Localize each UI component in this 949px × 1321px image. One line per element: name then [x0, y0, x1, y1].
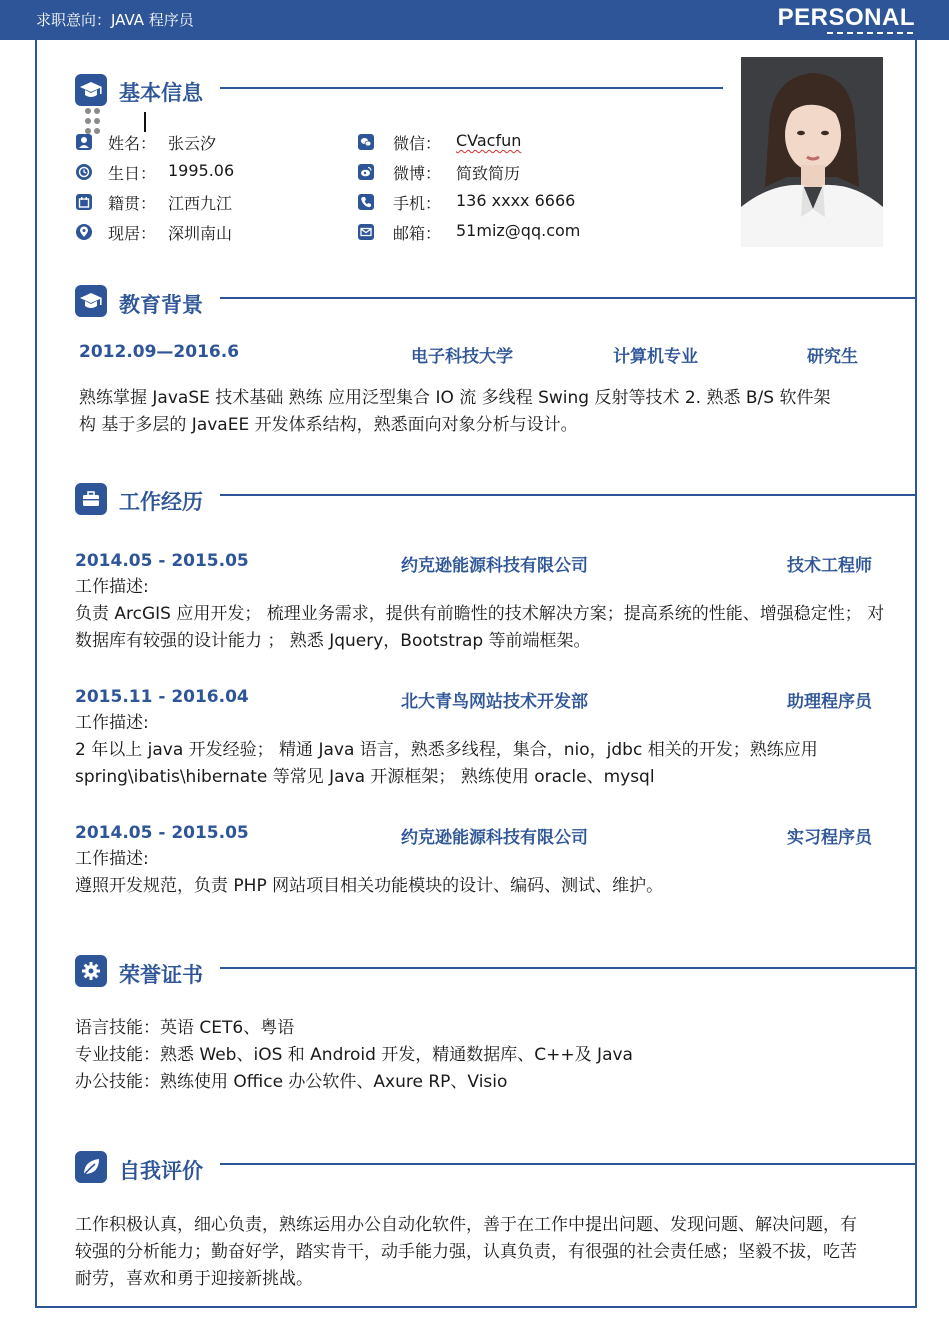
email-label: 邮箱：	[393, 224, 442, 243]
briefcase-icon	[75, 483, 107, 515]
job-desc-line: 2 年以上 java 开发经验； 精通 Java 语言，熟悉多线程，集合，nio，jdbc 相关的开发；熟练应用	[75, 740, 818, 760]
clock-icon	[76, 164, 92, 180]
job-desc-line: spring\ibatis\hibernate 等常见 Java 开源框架； 熟练使用 oracle、mysql	[75, 767, 655, 787]
brand-underline	[827, 32, 913, 34]
section-title-self: 自我评价	[119, 1159, 203, 1183]
hometown-value: 江西九江	[168, 194, 233, 213]
mail-icon	[358, 224, 374, 240]
job-role: 实习程序员	[787, 828, 872, 848]
profile-photo	[741, 57, 883, 247]
job-period: 2014.05 - 2015.05	[75, 823, 249, 843]
birthday-value: 1995.06	[168, 161, 235, 180]
phone-label: 手机：	[393, 194, 442, 213]
job-intent-label: 求职意向：	[36, 11, 112, 29]
phone-icon	[358, 194, 374, 210]
job-description	[75, 574, 910, 655]
header-bar	[0, 0, 949, 40]
brand-title: PERSONAL	[777, 4, 915, 31]
wechat-value: CVacfun	[456, 131, 522, 150]
wechat-icon	[358, 134, 374, 150]
residence-value: 深圳南山	[168, 224, 233, 243]
section-title-work: 工作经历	[119, 490, 203, 514]
education-desc-line: 构 基于多层的 JavaEE 开发体系结构，熟悉面向对象分析与设计。	[79, 415, 578, 435]
honor-item: 专业技能：熟悉 Web、iOS 和 Android 开发，精通数据库、C++及 Java	[75, 1045, 633, 1065]
education-major: 计算机专业	[613, 347, 698, 367]
section-title-honors: 荣誉证书	[119, 963, 203, 987]
self-evaluation-line: 工作积极认真，细心负责，熟练运用办公自动化软件，善于在工作中提出问题、发现问题、解决问题，有	[75, 1215, 857, 1235]
weibo-value: 简致简历	[456, 164, 521, 183]
section-divider	[220, 967, 915, 969]
honor-item: 语言技能：英语 CET6、粤语	[75, 1018, 295, 1038]
job-desc-label: 工作描述:	[75, 577, 149, 597]
self-evaluation-line: 耐劳，喜欢和勇于迎接新挑战。	[75, 1269, 313, 1289]
job-description	[75, 710, 910, 791]
job-role: 技术工程师	[787, 556, 872, 576]
birthday-label: 生日：	[108, 164, 157, 183]
job-desc-line: 数据库有较强的设计能力 ； 熟悉 Jquery，Bootstrap 等前端框架。	[75, 631, 591, 651]
section-divider	[220, 1163, 915, 1165]
wechat-label: 微信：	[393, 134, 442, 153]
job-desc-label: 工作描述:	[75, 849, 149, 869]
job-desc-line: 遵照开发规范，负责 PHP 网站项目相关功能模块的设计、编码、测试、维护。	[75, 876, 664, 896]
section-divider	[220, 87, 723, 89]
education-school: 电子科技大学	[411, 347, 513, 367]
phone-value: 136 xxxx 6666	[456, 191, 576, 210]
section-title-basic: 基本信息	[119, 81, 203, 105]
email-value: 51miz@qq.com	[456, 221, 581, 240]
job-description	[75, 846, 910, 900]
honors-list	[75, 1015, 910, 1096]
honor-item: 办公技能：熟练使用 Office 办公软件、Axure RP、Visio	[75, 1072, 508, 1092]
name-value: 张云汐	[168, 134, 217, 153]
job-desc-label: 工作描述:	[75, 713, 149, 733]
calendar-icon	[76, 194, 92, 210]
job-company: 约克逊能源科技有限公司	[401, 556, 588, 576]
location-icon	[76, 224, 92, 240]
self-evaluation	[75, 1212, 910, 1293]
residence-label: 现居：	[108, 224, 157, 243]
drag-handle-icon[interactable]	[84, 107, 102, 137]
text-cursor	[144, 112, 146, 132]
section-divider	[220, 297, 915, 299]
education-description	[79, 385, 909, 439]
education-desc-line: 熟练掌握 JavaSE 技术基础 熟练 应用泛型集合 IO 流 多线程 Swing 反射等技术 2. 熟悉 B/S 软件架	[79, 388, 831, 408]
self-evaluation-line: 较强的分析能力；勤奋好学，踏实肯干，动手能力强，认真负责，有很强的社会责任感；坚毅不拔，吃苦	[75, 1242, 857, 1262]
education-period: 2012.09—2016.6	[79, 342, 240, 362]
job-company: 约克逊能源科技有限公司	[401, 828, 588, 848]
job-period: 2015.11 - 2016.04	[75, 687, 249, 707]
job-intent	[36, 9, 194, 30]
section-title-education: 教育背景	[119, 293, 203, 317]
section-divider	[220, 494, 915, 496]
graduation-cap-icon	[75, 285, 107, 317]
weibo-icon	[358, 164, 374, 180]
name-label: 姓名：	[108, 134, 157, 153]
hometown-label: 籍贯：	[108, 194, 157, 213]
user-icon	[76, 134, 92, 150]
job-desc-line: 负责 ArcGIS 应用开发； 梳理业务需求，提供有前瞻性的技术解决方案；提高系统的性能、增强稳定性； 对	[75, 604, 885, 624]
job-company: 北大青鸟网站技术开发部	[401, 692, 588, 712]
education-degree: 研究生	[807, 347, 858, 367]
weibo-label: 微博：	[393, 164, 442, 183]
job-role: 助理程序员	[787, 692, 872, 712]
leaf-icon	[75, 1151, 107, 1183]
gear-icon	[75, 955, 107, 987]
job-intent-value: JAVA 程序员	[111, 11, 194, 29]
job-period: 2014.05 - 2015.05	[75, 551, 249, 571]
graduation-cap-icon	[75, 74, 107, 106]
